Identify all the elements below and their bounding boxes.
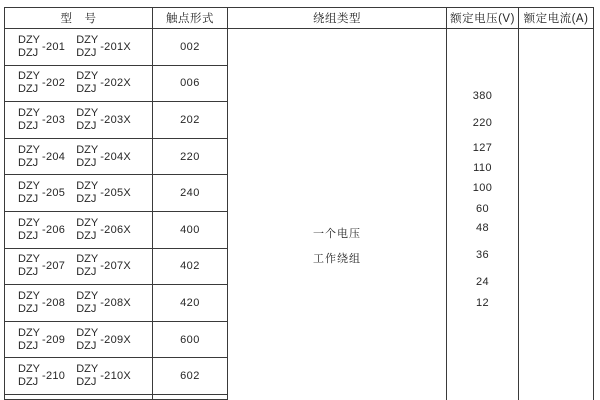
model-left-bottom: DZJ bbox=[18, 229, 39, 242]
model-left-top: DZY bbox=[18, 216, 40, 229]
model-rows bbox=[5, 29, 228, 400]
rated-voltage-value: 127 bbox=[472, 142, 493, 154]
contact-form-cell: 602 bbox=[153, 358, 228, 395]
model-right-top: DZY bbox=[76, 70, 99, 83]
contact-form-cell: 002 bbox=[153, 29, 228, 66]
model-left-number: -204 bbox=[42, 150, 66, 163]
header-model: 型 号 bbox=[5, 8, 153, 29]
model-right-bottom: DZJ bbox=[76, 339, 97, 352]
model-left-top: DZY bbox=[18, 33, 40, 46]
table-row bbox=[5, 358, 228, 395]
model-left-bottom: DZJ bbox=[18, 46, 39, 59]
model-right-number: -203X bbox=[100, 113, 132, 126]
rated-voltage-value: 220 bbox=[472, 117, 493, 129]
model-right-top: DZY bbox=[76, 216, 99, 229]
model-right-number: -201X bbox=[100, 40, 132, 53]
rated-voltage-value: 60 bbox=[475, 203, 490, 215]
model-cell bbox=[5, 249, 153, 286]
model-right-bottom: DZJ bbox=[76, 302, 97, 315]
model-left-bottom: DZJ bbox=[18, 156, 39, 169]
rated-voltage-cell bbox=[447, 29, 519, 400]
model-left-top: DZY bbox=[18, 106, 40, 119]
model-cell bbox=[5, 102, 153, 139]
model-right-bottom: DZJ bbox=[76, 46, 97, 59]
model-right bbox=[76, 70, 131, 96]
contact-form-cell: 006 bbox=[153, 66, 228, 103]
contact-form-cell: 420 bbox=[153, 285, 228, 322]
model-left-number: -210 bbox=[42, 370, 66, 383]
model-left-number: -209 bbox=[42, 333, 66, 346]
table-row bbox=[5, 285, 228, 322]
model-right-top: DZY bbox=[76, 33, 99, 46]
model-left-top: DZY bbox=[18, 326, 40, 339]
rated-voltage-value: 48 bbox=[475, 222, 490, 234]
model-right-number: -207X bbox=[100, 260, 132, 273]
model-right-number: -202X bbox=[100, 77, 132, 90]
model-right-top: DZY bbox=[76, 363, 99, 376]
model-right-bottom: DZJ bbox=[76, 266, 97, 279]
model-right-number: -205X bbox=[100, 187, 132, 200]
model-right bbox=[76, 327, 131, 353]
contact-form-cell: 600 bbox=[153, 322, 228, 359]
model-left-top: DZY bbox=[18, 363, 40, 376]
table-row bbox=[5, 212, 228, 249]
winding-type-line-1: 一个电压 bbox=[313, 228, 361, 240]
table-row bbox=[5, 249, 228, 286]
model-cell bbox=[5, 285, 153, 322]
model-right-bottom: DZJ bbox=[76, 229, 97, 242]
model-right-bottom: DZJ bbox=[76, 156, 97, 169]
contact-form-cell: 402 bbox=[153, 249, 228, 286]
model-right bbox=[76, 217, 131, 243]
spec-table bbox=[4, 7, 594, 400]
contact-form-cell: 240 bbox=[153, 175, 228, 212]
model-left bbox=[18, 253, 65, 279]
model-cell bbox=[5, 358, 153, 395]
model-left-top: DZY bbox=[18, 253, 40, 266]
model-right-number: -210X bbox=[100, 370, 132, 383]
model-right-bottom: DZJ bbox=[76, 119, 97, 132]
header-rated-current: 额定电流(A) bbox=[519, 8, 594, 29]
model-left-number: -201 bbox=[42, 40, 66, 53]
model-right bbox=[76, 363, 131, 389]
model-cell bbox=[5, 322, 153, 359]
model-right-top: DZY bbox=[76, 143, 99, 156]
header-winding-type: 绕组类型 bbox=[228, 8, 447, 29]
model-cell bbox=[5, 29, 153, 66]
model-left-number: -205 bbox=[42, 187, 66, 200]
rated-voltage-value: 110 bbox=[473, 162, 492, 174]
model-left bbox=[18, 217, 65, 243]
model-right-bottom: DZJ bbox=[76, 83, 97, 96]
rated-voltage-value: 380 bbox=[472, 90, 493, 102]
table-row bbox=[5, 66, 228, 103]
model-right-number: -209X bbox=[100, 333, 132, 346]
model-right-top: DZY bbox=[76, 289, 99, 302]
model-left-bottom: DZJ bbox=[18, 339, 39, 352]
model-left-bottom: DZJ bbox=[18, 302, 39, 315]
model-left-number: -208 bbox=[42, 296, 66, 309]
model-left bbox=[18, 363, 65, 389]
table-row bbox=[5, 175, 228, 212]
rated-current-cell bbox=[519, 29, 594, 400]
partial-row bbox=[5, 395, 228, 400]
table-row bbox=[5, 322, 228, 359]
table-row bbox=[5, 29, 228, 66]
model-left-number: -203 bbox=[42, 113, 66, 126]
model-left-bottom: DZJ bbox=[18, 266, 39, 279]
contact-form-cell: 202 bbox=[153, 102, 228, 139]
model-right bbox=[76, 107, 131, 133]
model-right-bottom: DZJ bbox=[76, 193, 97, 206]
header-contact-form: 触点形式 bbox=[153, 8, 228, 29]
rated-voltage-value: 24 bbox=[475, 276, 490, 288]
model-left-bottom: DZJ bbox=[18, 119, 39, 132]
model-cell bbox=[5, 175, 153, 212]
contact-form-cell: 400 bbox=[153, 212, 228, 249]
model-left bbox=[18, 327, 65, 353]
model-left-top: DZY bbox=[18, 143, 40, 156]
model-left-top: DZY bbox=[18, 70, 40, 83]
model-right-number: -206X bbox=[100, 223, 132, 236]
contact-form-cell: 220 bbox=[153, 139, 228, 176]
model-right-top: DZY bbox=[76, 326, 99, 339]
table-row bbox=[5, 139, 228, 176]
model-cell bbox=[5, 66, 153, 103]
model-left-number: -207 bbox=[42, 260, 66, 273]
winding-type-line-2: 工作绕组 bbox=[313, 253, 361, 265]
model-left-top: DZY bbox=[18, 289, 40, 302]
model-left bbox=[18, 107, 65, 133]
model-right bbox=[76, 34, 131, 60]
model-left bbox=[18, 144, 65, 170]
model-right-top: DZY bbox=[76, 106, 99, 119]
model-right-bottom: DZJ bbox=[76, 376, 97, 389]
header-rated-voltage: 额定电压(V) bbox=[447, 8, 519, 29]
table-row bbox=[5, 102, 228, 139]
model-right bbox=[76, 144, 131, 170]
winding-type-cell bbox=[228, 29, 447, 400]
model-right-top: DZY bbox=[76, 253, 99, 266]
rated-voltage-value: 100 bbox=[472, 182, 493, 194]
model-left-number: -206 bbox=[42, 223, 66, 236]
model-right-number: -204X bbox=[100, 150, 132, 163]
model-cell bbox=[5, 212, 153, 249]
rated-voltage-value: 12 bbox=[475, 297, 490, 309]
header-row bbox=[5, 8, 594, 29]
model-left-bottom: DZJ bbox=[18, 376, 39, 389]
model-right bbox=[76, 290, 131, 316]
table-body bbox=[5, 29, 594, 400]
rated-voltage-value: 36 bbox=[475, 249, 490, 261]
model-right bbox=[76, 253, 131, 279]
model-right-top: DZY bbox=[76, 180, 99, 193]
model-left bbox=[18, 290, 65, 316]
model-right bbox=[76, 180, 131, 206]
model-left bbox=[18, 70, 65, 96]
model-left bbox=[18, 180, 65, 206]
model-left bbox=[18, 34, 65, 60]
model-left-top: DZY bbox=[18, 180, 40, 193]
model-cell bbox=[5, 139, 153, 176]
model-right-number: -208X bbox=[100, 296, 132, 309]
model-left-number: -202 bbox=[42, 77, 66, 90]
model-left-bottom: DZJ bbox=[18, 193, 39, 206]
model-left-bottom: DZJ bbox=[18, 83, 39, 96]
